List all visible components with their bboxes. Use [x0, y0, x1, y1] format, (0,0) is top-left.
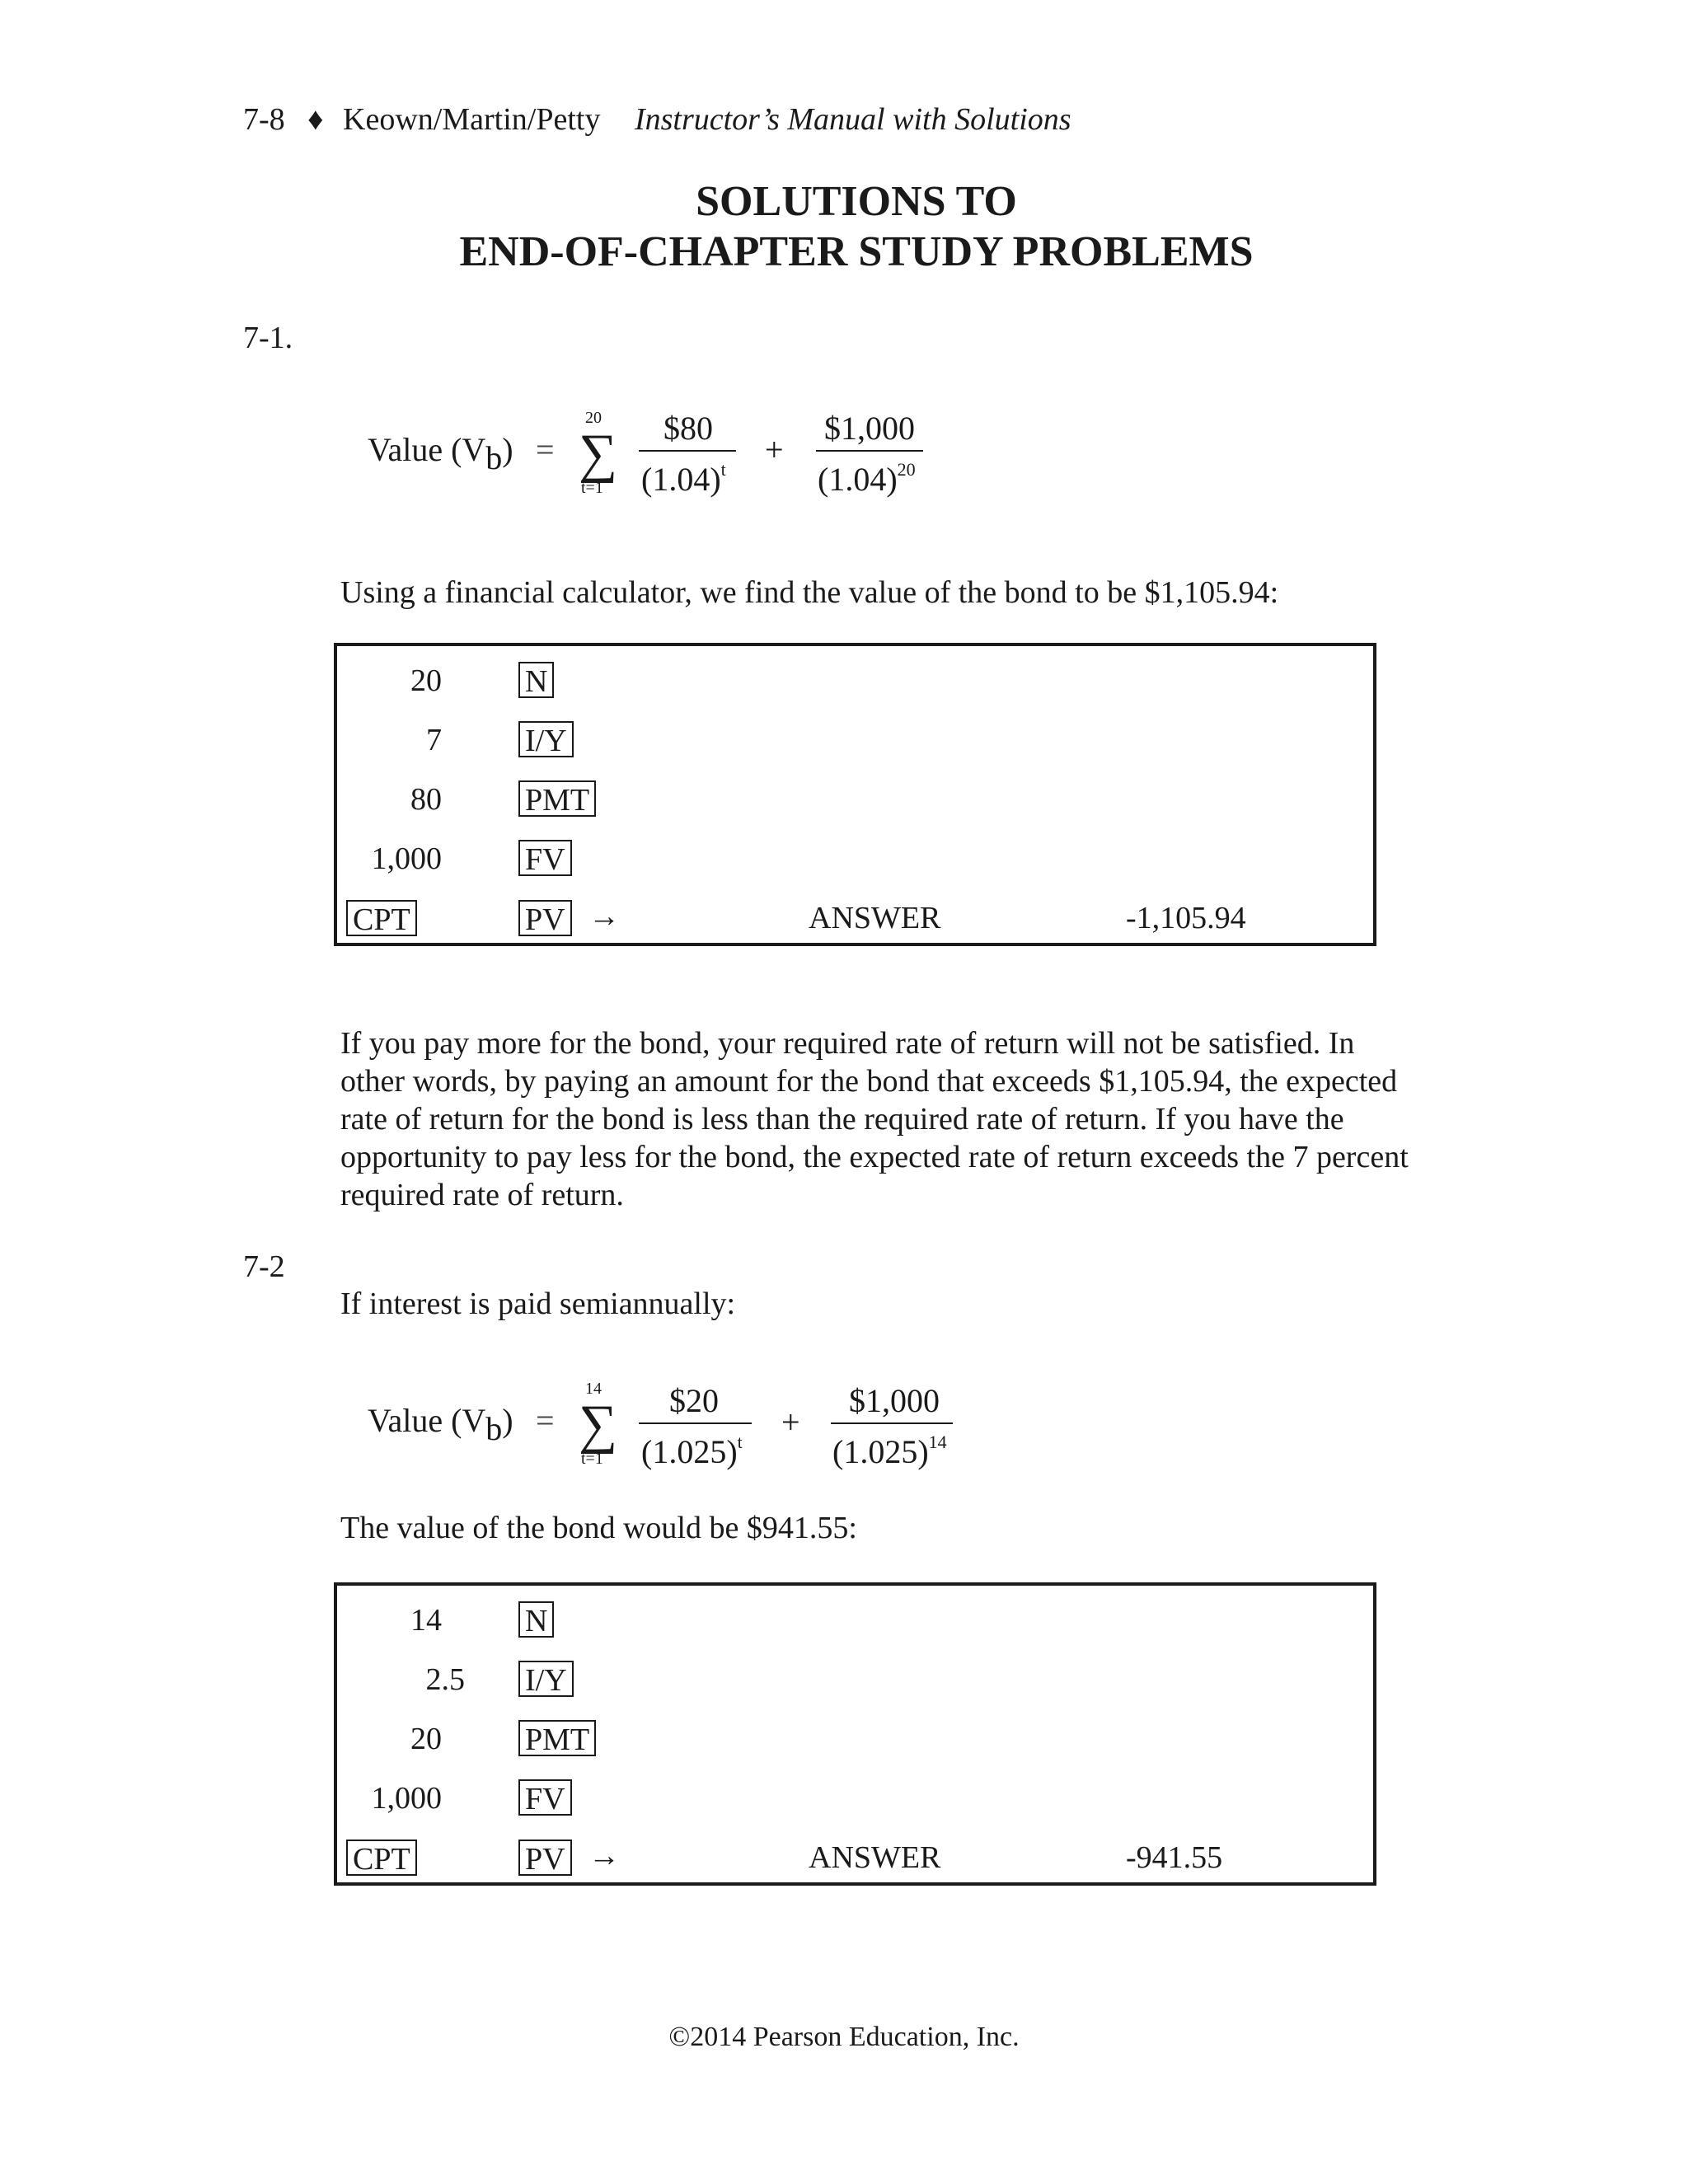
sum-lower-limit: t=1	[581, 1450, 603, 1468]
numerator-1: $80	[663, 410, 713, 447]
page-title-line1: SOLUTIONS TO	[696, 178, 1017, 225]
denominator-1	[641, 460, 726, 499]
numerator-1: $20	[669, 1382, 719, 1419]
key-fv: FV	[518, 1779, 572, 1816]
calc-value: 7	[426, 723, 442, 757]
page-number: 7-8	[243, 102, 285, 137]
authors: Keown/Martin/Petty	[343, 102, 601, 137]
key-iy: I/Y	[518, 721, 574, 757]
formula-lhs-sub: b	[485, 1410, 503, 1447]
calc-value: 14	[410, 1603, 442, 1638]
denominator-2-exp: 14	[928, 1432, 947, 1452]
denominator-1	[641, 1432, 743, 1471]
paragraph-line: opportunity to pay less for the bond, the expected rate of return exceeds the 7 percent	[340, 1140, 1409, 1174]
formula-lhs-close: )	[502, 431, 513, 468]
calculator-box-2	[334, 1582, 1376, 1886]
key-fv: FV	[518, 840, 572, 876]
paragraph-line: other words, by paying an amount for the bond that exceeds $1,105.94, the expected	[340, 1064, 1398, 1099]
sigma-icon: ∑	[579, 424, 618, 484]
calculator-box-1	[334, 643, 1376, 946]
answer-label: ANSWER	[809, 1840, 941, 1875]
formula-lhs-text: Value (V	[368, 431, 486, 468]
denominator-2	[818, 460, 916, 499]
bond-value-result: The value of the bond would be $941.55:	[340, 1511, 857, 1545]
calc-value: 20	[410, 663, 442, 698]
key-cpt: CPT	[346, 1840, 417, 1876]
key-pmt: PMT	[518, 780, 596, 817]
plus-sign: +	[781, 1404, 800, 1441]
explanation-paragraph	[340, 1024, 1409, 1214]
paragraph-line: required rate of return.	[340, 1178, 624, 1212]
sigma-icon: ∑	[579, 1394, 618, 1455]
problem-label-7-1: 7-1.	[243, 321, 293, 355]
formula-equals: =	[536, 431, 555, 468]
sum-upper-limit: 14	[585, 1380, 602, 1398]
page-title-line2: END-OF-CHAPTER STUDY PROBLEMS	[459, 228, 1254, 275]
running-header	[243, 101, 1071, 138]
denominator-2-base: (1.04)	[818, 461, 898, 498]
formula-equals: =	[536, 1402, 555, 1439]
semiannual-intro: If interest is paid semiannually:	[340, 1286, 736, 1321]
copyright-footer: ©2014 Pearson Education, Inc.	[668, 2022, 1020, 2052]
fraction-bar-2	[831, 1422, 953, 1424]
denominator-2	[832, 1432, 947, 1471]
formula-lhs	[368, 430, 513, 476]
fraction-bar-1	[639, 450, 736, 452]
key-pv: PV	[518, 1840, 572, 1876]
denominator-2-base: (1.025)	[832, 1433, 929, 1470]
calc-intro-1: Using a financial calculator, we find the value of the bond to be $1,105.94:	[340, 575, 1279, 610]
denominator-2-exp: 20	[897, 459, 916, 480]
sum-upper-limit: 20	[585, 409, 602, 427]
key-pv: PV	[518, 900, 572, 936]
key-iy: I/Y	[518, 1661, 574, 1697]
arrow-right-icon: →	[588, 1839, 620, 1873]
fraction-bar-1	[639, 1422, 752, 1424]
arrow-right-icon: →	[588, 899, 620, 934]
formula-lhs-text: Value (V	[368, 1402, 486, 1439]
formula-lhs-sub: b	[485, 439, 503, 476]
numerator-2: $1,000	[849, 1382, 940, 1419]
numerator-2: $1,000	[824, 410, 915, 447]
sum-lower-limit: t=1	[581, 479, 603, 497]
bullet-glyph: ♦	[307, 102, 324, 137]
calc-value: 20	[410, 1722, 442, 1756]
key-pmt: PMT	[518, 1720, 596, 1756]
denominator-1-base: (1.025)	[641, 1433, 738, 1470]
key-n: N	[518, 662, 554, 698]
denominator-1-exp: t	[737, 1432, 743, 1452]
answer-label: ANSWER	[809, 901, 941, 935]
key-n: N	[518, 1601, 554, 1638]
calc-value: 1,000	[371, 841, 442, 876]
calc-value: 1,000	[371, 1781, 442, 1816]
formula-lhs-close: )	[502, 1402, 513, 1439]
calc-value: 80	[410, 782, 442, 817]
formula-lhs	[368, 1401, 513, 1447]
calc-value: 2.5	[425, 1662, 465, 1697]
fraction-bar-2	[816, 450, 923, 452]
answer-value: -1,105.94	[1126, 901, 1246, 935]
plus-sign: +	[765, 431, 784, 468]
problem-label-7-2: 7-2	[243, 1249, 285, 1284]
key-cpt: CPT	[346, 900, 417, 936]
answer-value: -941.55	[1126, 1840, 1223, 1875]
paragraph-line: If you pay more for the bond, your required rate of return will not be satisfied. In	[340, 1026, 1355, 1061]
book-title: Instructor’s Manual with Solutions	[634, 102, 1071, 137]
paragraph-line: rate of return for the bond is less than the required rate of return. If you have the	[340, 1102, 1344, 1137]
denominator-1-exp: t	[720, 459, 726, 480]
denominator-1-base: (1.04)	[641, 461, 721, 498]
